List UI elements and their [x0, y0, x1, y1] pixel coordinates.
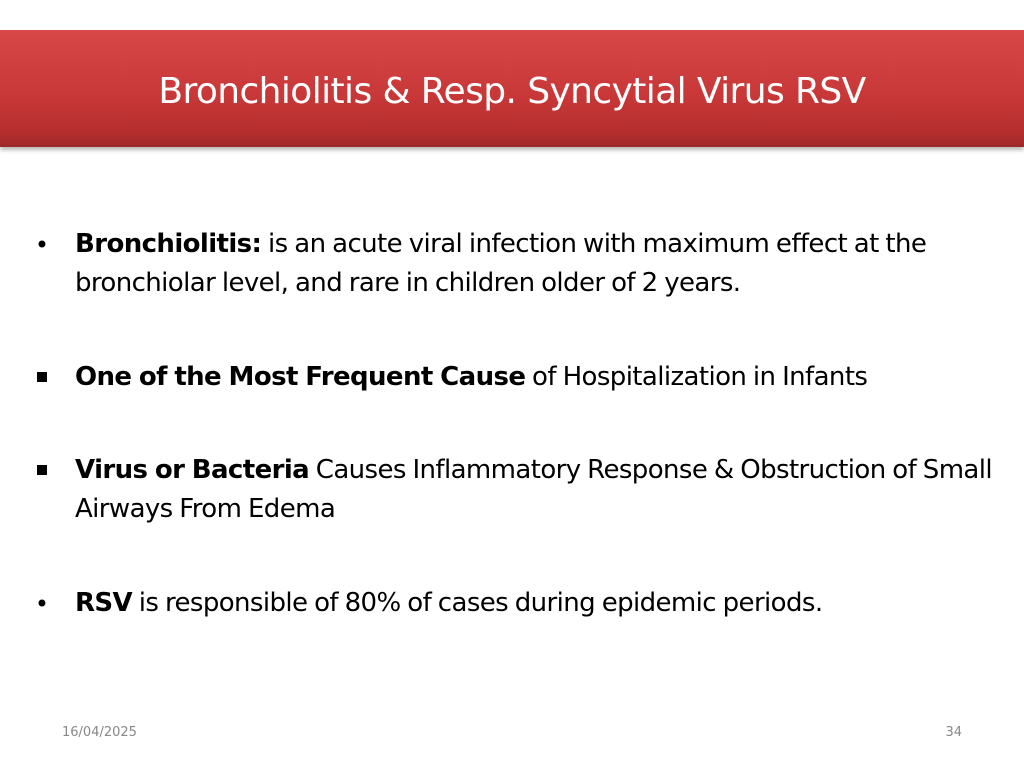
bullet-text [75, 584, 1005, 623]
footer-date: 16/04/2025 [62, 725, 137, 740]
square-bullet-icon [37, 465, 47, 475]
bullet-description: Causes Inflammatory Response & Obstruction of Small Airways From Edema [75, 455, 993, 524]
slide-title: Bronchiolitis & Resp. Syncytial Virus RSV [158, 71, 866, 112]
round-bullet-icon: • [34, 590, 50, 618]
page-number: 34 [945, 725, 962, 740]
square-bullet-icon [37, 372, 47, 382]
bullet-text [75, 358, 1005, 397]
bullet-description: is responsible of 80% of cases during epidemic periods. [132, 588, 823, 618]
bullet-description: of Hospitalization in Infants [525, 362, 868, 392]
bullet-text [75, 225, 1005, 303]
bullet-text [75, 451, 1005, 529]
bullet-description: is an acute viral infection with maximum effect at the bronchiolar level, and rare in children older of 2 years. [75, 229, 927, 298]
bullet-bold-term: RSV [75, 588, 133, 618]
bullet-bold-term: One of the Most Frequent Cause [75, 362, 526, 392]
bullet-bold-term: Bronchiolitis: [75, 229, 262, 259]
round-bullet-icon: • [34, 231, 50, 259]
bullet-bold-term: Virus or Bacteria [75, 455, 310, 485]
